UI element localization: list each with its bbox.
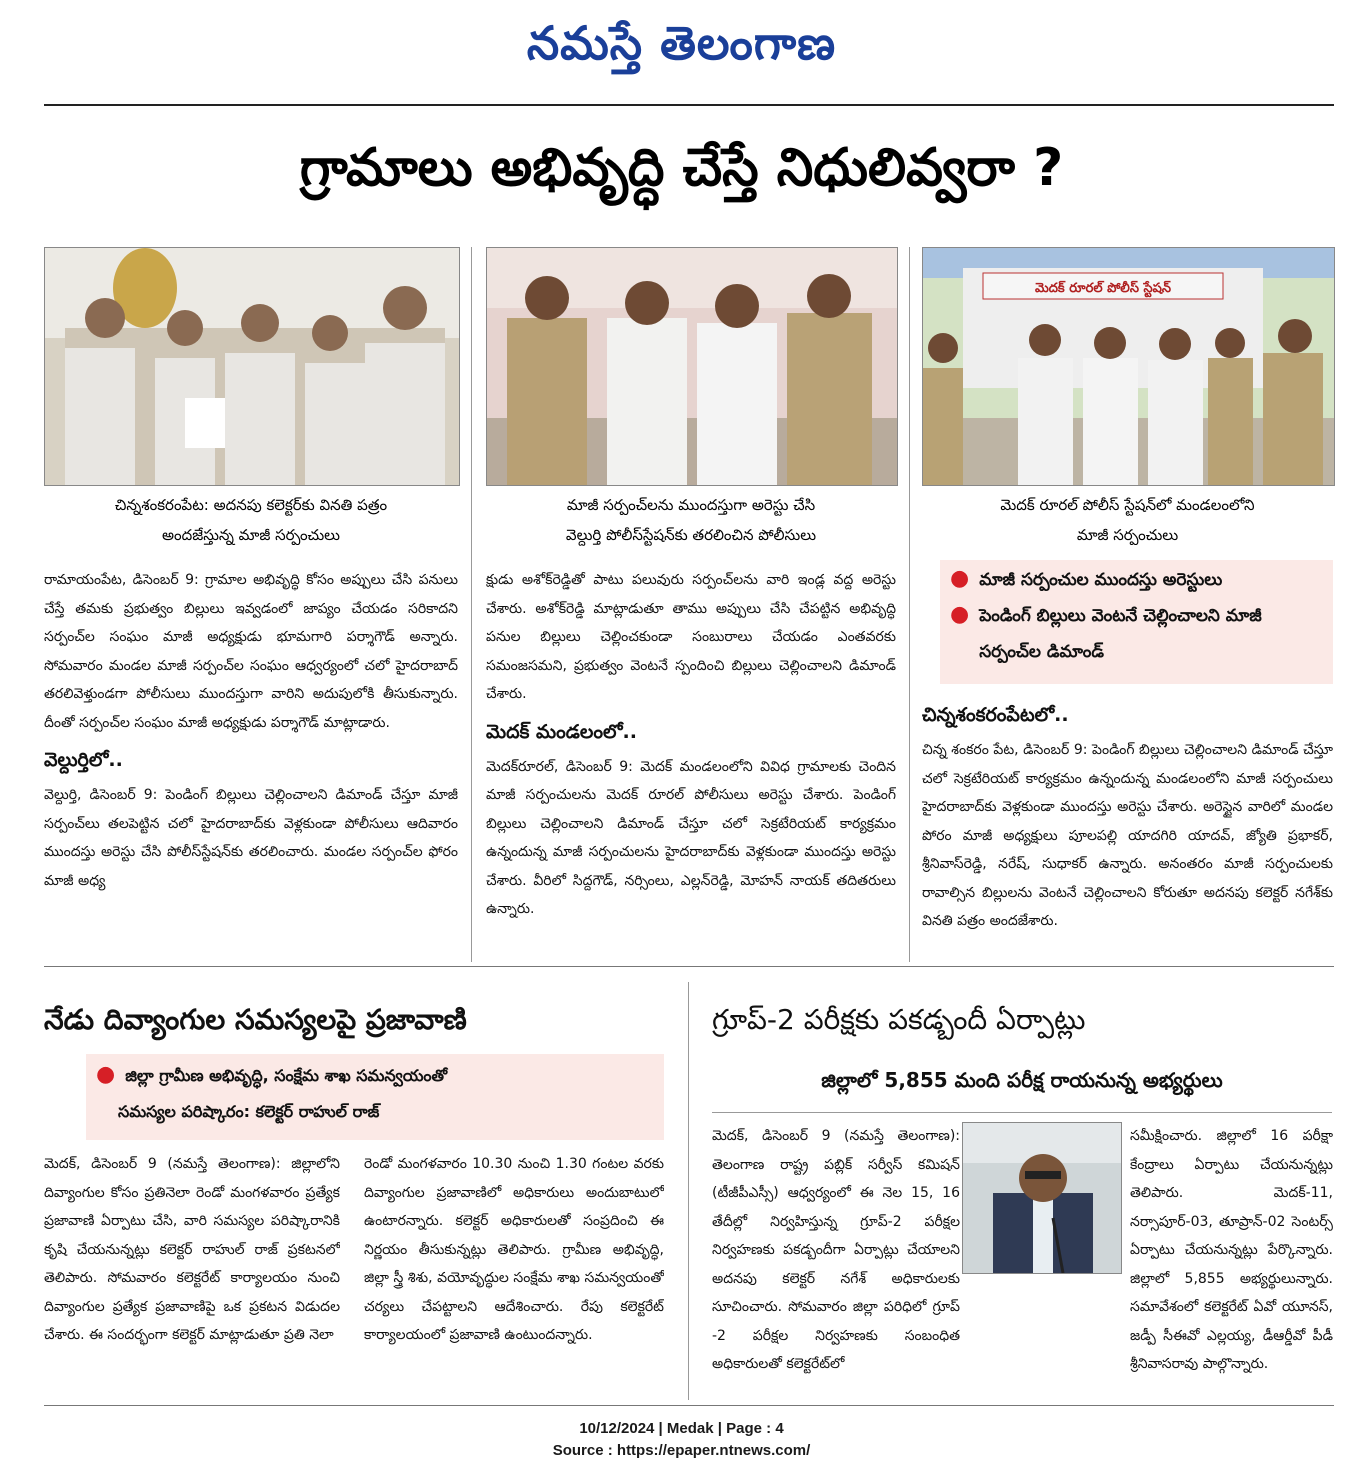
page-bottom-rule [44, 1405, 1334, 1406]
bullet-icon: ● [950, 566, 970, 591]
story3-column-2 [1130, 1122, 1333, 1400]
paragraph: మెదక్‌రూరల్, డిసెంబర్ 9: మెదక్ మండలంలోని వివిధ గ్రామాలకు చెందిన మాజీ సర్పంచులను మెదక్ రూరల్ పోలీసులు అరెస్టు చేశారు. పెండింగ్ బిల్లులు చెల్లించాలని డిమాండ్ చేస్తూ చలో సెక్రటేరియట్ కార్యక్రమం ఉన్నందున్న మాజీ సర్పంచులను హైదరాబాద్‌కు వెళ్లకుండా ముందస్తు అరెస్టు చేశారు. వీరిలో సిద్దగౌడ్, నర్సింలు, ఎల్లన్‌రెడ్డి, మోహన్ నాయక్ తదితరులు ఉన్నారు. [486, 758, 896, 917]
caption-line: అందజేస్తున్న మాజీ సర్పంచులు [162, 526, 340, 544]
paragraph: మెదక్, డిసెంబర్ 9 (నమస్తే తెలంగాణ): జిల్లాలోని దివ్యాంగుల కోసం ప్రతినెలా రెండో మంగళవారం ప్రత్యేక ప్రజావాణి ఏర్పాటు చేసి, వారి సమస్యల పరిష్కారానికి కృషి చేయనున్నట్లు కలెక్టర్ రాహుల్ రాజ్ ప్రకటనలో తెలిపారు. సోమవారం కలెక్టరేట్ కార్యాలయం నుంచి దివ్యాంగుల ప్రత్యేక ప్రజావాణిపై ఒక ప్రకటన విడుదల చేశారు. ఈ సందర్భంగా కలెక్టర్ మాట్లాడుతూ ప్రతి నెలా [44, 1156, 340, 1343]
bullet-icon: ● [96, 1062, 116, 1087]
highlight-item [96, 1094, 654, 1130]
photo-police-station-arrest [486, 247, 898, 486]
highlight-text: జిల్లా గ్రామీణ అభివృద్ధి, సంక్షేమ శాఖ సమన్వయంతో [125, 1066, 448, 1085]
lead-story-column-1 [44, 566, 458, 962]
story2-column-2 [364, 1150, 664, 1400]
caption-line: మెదక్ రూరల్ పోలీస్ స్టేషన్‌లో మండలంలోని [1000, 496, 1255, 514]
caption-line: వెల్దుర్తి పోలీస్‌స్టేషన్‌కు తరలించిన పోలీసులు [565, 526, 817, 544]
paragraph: మెదక్, డిసెంబర్ 9 (నమస్తే తెలంగాణ): తెలంగాణ రాష్ట్ర పబ్లిక్ సర్వీస్ కమిషన్ (టీజీపీఎస్సీ) ఆధ్వర్యంలో ఈ నెల 15, 16 తేదీల్లో నిర్వహిస్తున్న గ్రూప్-2 పరీక్షల నిర్వహణకు పకడ్బందీగా ఏర్పాట్లు చేయాలని అదనపు కలెక్టర్ నగేశ్ అధికారులకు సూచించారు. సోమవారం జిల్లా పరిధిలో గ్రూప్ -2 పరీక్షల నిర్వహణకు సంబంధిత అధికారులతో కలెక్టరేట్‌లో [712, 1128, 960, 1372]
bullet-icon: ● [950, 602, 970, 627]
subheading: మెదక్ మండలంలో.. [486, 720, 637, 743]
highlight-text: సమస్యల పరిష్కారం: కలెక్టర్ రాహుల్ రాజ్ [118, 1102, 380, 1121]
paragraph: క్షుడు అశోక్‌రెడ్డితో పాటు పలువురు సర్పంచ్‌లను వారి ఇండ్ల వద్ద అరెస్టు చేశారు. అశోక్‌రెడ్డి మాట్లాడుతూ తాము అప్పులు చేసి చేపట్టిన అభివృద్ధి పనుల బిల్లులు చెల్లించకుండా సంబురాలు చేయడం ఎంతవరకు సమంజసమని, ప్రభుత్వం వెంటనే స్పందించి బిల్లులు చెల్లించాలని డిమాండ్ చేశారు. [486, 572, 896, 702]
story2-column-1 [44, 1150, 340, 1400]
lead-story-column-3 [922, 698, 1333, 962]
caption-line: చిన్నశంకరంపేట: అదనపు కలెక్టర్‌కు వినతి పత్రం [114, 496, 388, 514]
highlight-item [96, 1058, 654, 1094]
highlight-text: మాజీ సర్పంచుల ముందస్తు అరెస్టులు [979, 570, 1223, 590]
photo-medak-rural-station [922, 247, 1335, 486]
deck-rule [712, 1112, 1332, 1113]
masthead-logo: నమస్తే తెలంగాణ [526, 16, 837, 70]
photo-caption-2 [486, 490, 896, 550]
highlight-box [940, 560, 1333, 684]
masthead-rule [44, 104, 1334, 106]
caption-line: మాజీ సర్పంచ్‌లను ముందస్తుగా అరెస్టు చేసి [566, 496, 816, 514]
paragraph: చిన్న శంకరం పేట, డిసెంబర్ 9: పెండింగ్ బిల్లులు చెల్లించాలని డిమాండ్ చేస్తూ చలో సెక్రటేరియట్ కార్యక్రమం ఉన్నందున్న మండలంలోని మాజీ సర్పంచులు హైదరాబాద్‌కు వెళ్లకుండా ముందస్తు అరెస్టు చేశారు. అరెస్టైన వారిలో మండల పోరం మాజీ అధ్యక్షులు పూలపల్లి యాదగిరి యాదవ్, జ్యోతి ప్రభాకర్, శ్రీనివాస్‌రెడ్డి, నరేష్, సుధాకర్ ఉన్నారు. అనంతరం మాజీ సర్పంచులకు రావాల్సిన బిల్లులను వెంటనే చెల్లించాలని కోరుతూ అదనపు కలెక్టర్ నగేశ్‌కు వినతి పత్రం అందజేశారు. [922, 742, 1333, 929]
source-link[interactable]: Source : https://epaper.ntnews.com/ [552, 1442, 811, 1459]
paragraph: రెండో మంగళవారం 10.30 నుంచి 1.30 గంటల వరకు దివ్యాంగుల ప్రజావాణిలో అధికారులు అందుబాటులో ఉంటారన్నారు. కలెక్టర్ అధికారులతో సంప్రదించి ఈ నిర్ణయం తీసుకున్నట్లు తెలిపారు. గ్రామీణ అభివృద్ధి, జిల్లా స్త్రీ శిశు, వయోవృద్ధుల సంక్షేమ శాఖ సమన్వయంతో చర్యలు చేపట్టాలని ఆదేశించారు. రేపు కలెక్టరేట్ కార్యాలయంలో ప్రజావాణి ఉంటుందన్నారు. [364, 1156, 664, 1343]
story3-column-1 [712, 1122, 960, 1400]
photo-collector-meeting [962, 1122, 1122, 1274]
section-rule [44, 966, 1334, 967]
story2-highlight-box [86, 1054, 664, 1140]
photo-caption-3 [922, 490, 1333, 550]
highlight-item [950, 598, 1323, 670]
edition-info: 10/12/2024 | Medak | Page : 4 [579, 1420, 784, 1437]
paragraph: వెల్దుర్తి, డిసెంబర్ 9: పెండింగ్ బిల్లులు చెల్లించాలని డిమాండ్ చేస్తూ మాజీ సర్పంచ్‌లు తలపెట్టిన చలో హైదరాబాద్‌కు వెళ్లకుండా పోలీసులు ఆదివారం ముందస్తు అరెస్టు చేసి పోలీస్‌స్టేషన్‌కు తరలించారు. మండల సర్పంచ్‌ల ఫోరం మాజీ అధ్య [44, 787, 458, 889]
column-rule [909, 247, 910, 962]
subheading: చిన్నశంకరంపేటలో.. [922, 704, 1069, 726]
column-rule [471, 247, 472, 962]
highlight-item [950, 562, 1323, 598]
column-rule [688, 982, 689, 1400]
paragraph: సమీక్షించారు. జిల్లాలో 16 పరీక్షా కేంద్రాలు ఏర్పాటు చేయనున్నట్లు తెలిపారు. మెదక్-11, నర్సాపూర్-03, తూప్రాన్-02 సెంటర్స్ ఏర్పాటు చేయనున్నట్లు పేర్కొన్నారు. జిల్లాలో 5,855 అభ్యర్థులున్నారు. సమావేశంలో కలెక్టరేట్ ఏవో యూనస్, జడ్పీ సీఈవో ఎల్లయ్య, డీఆర్డీవో పీడీ శ్రీనివాసరావు పాల్గొన్నారు. [1130, 1128, 1333, 1372]
paragraph: రామాయంపేట, డిసెంబర్ 9: గ్రామాల అభివృద్ధి కోసం అప్పులు చేసి పనులు చేస్తే తమకు ప్రభుత్వం బిల్లులు ఇవ్వడంలో జాప్యం చేయడం సరికాదని సర్పంచ్‌ల సంఘం మాజీ అధ్యక్షుడు భూమగారి పర్శాగౌడ్ అన్నారు. సోమవారం మండల మాజీ సర్పంచ్‌ల సంఘం ఆధ్వర్యంలో చలో హైదరాబాద్ తరలివెళ్తుండగా పోలీసులు ముందస్తుగా వారిని అదుపులోకి తీసుకున్నారు. దీంతో సర్పంచ్‌ల సంఘం మాజీ అధ్యక్షుడు పర్శాగౌడ్ మాట్లాడారు. [44, 572, 458, 731]
story3-headline: గ్రూప్-2 పరీక్షకు పకడ్బందీ ఏర్పాట్లు [712, 1003, 1086, 1036]
story3-deck: జిల్లాలో 5,855 మంది పరీక్ష రాయనున్న అభ్యర్థులు [821, 1068, 1223, 1092]
lead-headline: గ్రామాలు అభివృద్ధి చేస్తే నిధులివ్వరా ? [299, 138, 1064, 198]
photo-caption-1 [44, 490, 458, 550]
page-footer [0, 1418, 1363, 1462]
photo-collector-petition [44, 247, 460, 486]
subheading: వెల్దుర్తిలో.. [44, 749, 123, 771]
story2-headline: నేడు దివ్యాంగుల సమస్యలపై ప్రజావాణి [44, 1003, 467, 1036]
lead-story-column-2 [486, 566, 896, 962]
caption-line: మాజీ సర్పంచులు [1076, 526, 1179, 544]
highlight-text: పెండింగ్ బిల్లులు వెంటనే చెల్లించాలని మాజీ సర్పంచ్‌ల డిమాండ్ [979, 606, 1262, 662]
station-sign-text: మెదక్ రూరల్ పోలీస్ స్టేషన్ [1034, 281, 1172, 296]
